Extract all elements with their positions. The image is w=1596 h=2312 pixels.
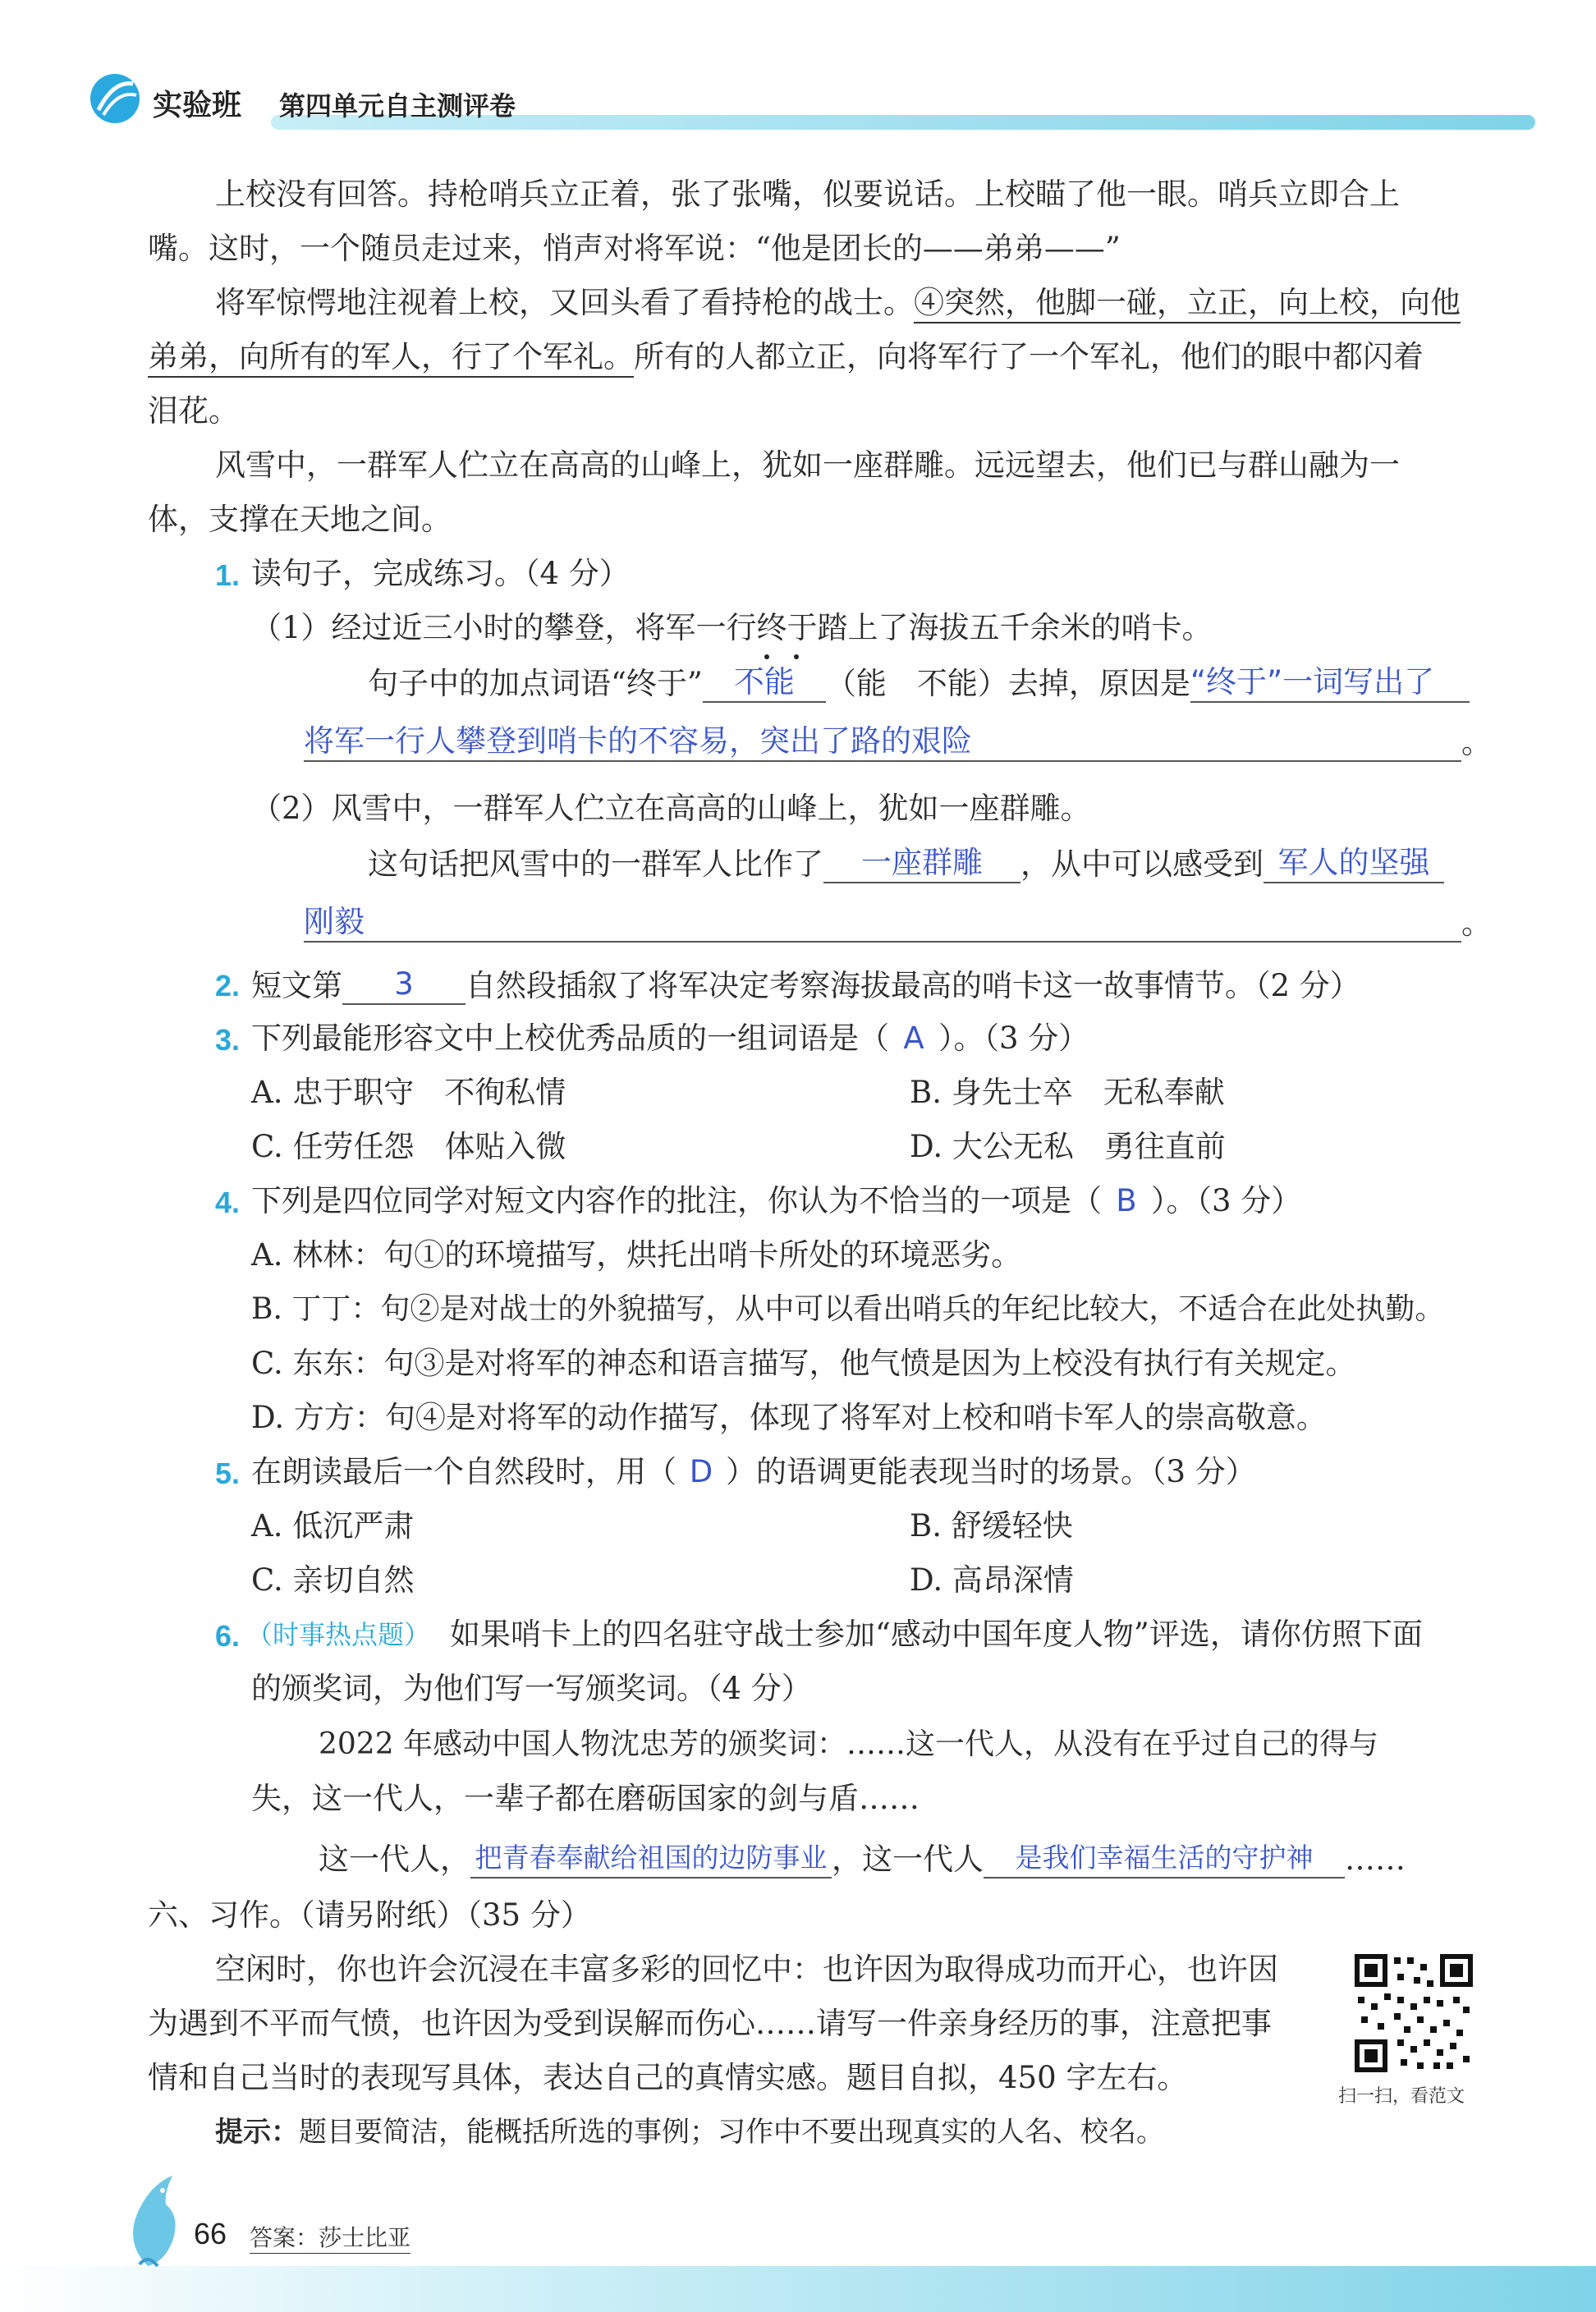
- q5-option-a: A. 低沉严肃: [251, 1508, 415, 1544]
- q3-option-d: D. 大公无私 勇往直前: [910, 1129, 1226, 1164]
- q1-sub2-line2: 刚毅 。: [304, 904, 1492, 941]
- q5-number: 5.: [215, 1456, 241, 1490]
- composition-line1: 空闲时，你也许会沉浸在丰富多彩的回忆中：也许因为取得成功而开心，也许因: [215, 1952, 1278, 1987]
- q6-tag: （时事热点题）: [246, 1619, 431, 1650]
- q1-answer-3[interactable]: 将军一行人攀登到哨卡的不容易，突出了路的艰险: [304, 722, 1461, 762]
- passage-p3-line1: 风雪中，一群军人伫立在高高的山峰上，犹如一座群雕。远远望去，他们已与群山融为一: [215, 447, 1400, 483]
- q3-option-a: A. 忠于职守 不徇私情: [251, 1075, 566, 1110]
- q1-sentence-1: （1）经过近三小时的攀登，将军一行终于踏上了海拔五千余米的哨卡。: [251, 610, 1213, 645]
- q4-answer[interactable]: B: [1116, 1183, 1137, 1218]
- footer-band: [0, 2266, 1596, 2312]
- q1-stem: 读句子，完成练习。（4 分）: [251, 556, 630, 591]
- header-logo: [89, 72, 141, 125]
- composition-line2: 为遇到不平而气愤，也许因为受到误解而伤心……请写一件亲身经历的事，注意把事: [148, 2006, 1272, 2041]
- q5-option-b: B. 舒缓轻快: [910, 1508, 1073, 1544]
- q3-number: 3.: [215, 1023, 241, 1057]
- q4-number: 4.: [215, 1186, 241, 1219]
- qr-caption: 扫一扫，看范文: [1338, 2086, 1465, 2107]
- q6-line3: 2022 年感动中国人物沈忠芳的颁奖词：……这一代人，从没有在乎过自己的得与: [319, 1727, 1379, 1761]
- q1-sentence-2: （2）风雪中，一群军人伫立在高高的山峰上，犹如一座群雕。: [251, 791, 1091, 826]
- emphasis-dots: [757, 649, 806, 657]
- q6-answer-1[interactable]: 把青春奉献给祖国的边防事业: [470, 1839, 832, 1878]
- q6-number: 6.: [215, 1619, 241, 1653]
- q6-line2: 的颁奖词，为他们写一写颁奖词。（4 分）: [251, 1671, 812, 1706]
- q1-sub1-line2: 将军一行人攀登到哨卡的不容易，突出了路的艰险 。: [304, 723, 1492, 760]
- q5-option-c: C. 亲切自然: [251, 1562, 415, 1598]
- q1-number: 1.: [215, 558, 241, 592]
- q6-line4: 失，这一代人，一辈子都在磨砺国家的剑与盾……: [251, 1781, 920, 1816]
- underlined-sentence-4: ④突然，他脚一碰，立正，向上校，向他: [914, 285, 1461, 323]
- passage-p1-line2: 嘴。这时，一个随员走过来，悄声对将军说：“他是团长的——弟弟——”: [148, 231, 1121, 266]
- q6-line1: 如果哨卡上的四名驻守战士参加“感动中国年度人物”评选，请你仿照下面: [450, 1617, 1423, 1652]
- q3-option-b: B. 身先士卒 无私奉献: [910, 1075, 1225, 1110]
- passage-p1-line1: 上校没有回答。持枪哨兵立正着，张了张嘴，似要说话。上校瞄了他一眼。哨兵立即合上: [215, 177, 1400, 212]
- passage-p2-line2: 弟弟，向所有的军人，行了个军礼。所有的人都立正，向将军行了一个军礼，他们的眼中都闪着: [148, 338, 1424, 376]
- dolphin-icon: [115, 2168, 189, 2274]
- passage-p2-line1: 将军惊愕地注视着上校，又回头看了看持枪的战士。④突然，他脚一碰，立正，向上校，向他: [215, 284, 1461, 322]
- q5-answer[interactable]: D: [689, 1454, 713, 1489]
- q6-fill-line: 这一代人， 把青春奉献给祖国的边防事业 ，这一代人 是我们幸福生活的守护神 ……: [319, 1839, 1406, 1878]
- q5-text: 在朗读最后一个自然段时，用（ D ）的语调更能表现当时的场景。（3 分）: [251, 1454, 1256, 1489]
- composition-tip: 提示：题目要简洁，能概括所选的事例；习作中不要出现真实的人名、校名。: [215, 2116, 1164, 2149]
- q2-number: 2.: [215, 969, 241, 1002]
- q4-option-c: C. 东东：句③是对将军的神态和语言描写，他气愤是因为上校没有执行有关规定。: [251, 1346, 1356, 1381]
- q5-option-d: D. 高昂深情: [910, 1562, 1074, 1598]
- q1-answer-1[interactable]: 不能: [703, 663, 826, 703]
- q3-option-c: C. 任劳任怨 体贴入微: [251, 1129, 566, 1164]
- q1-sub2-question: 这句话把风雪中的一群军人比作了 一座群雕 ，从中可以感受到 军人的坚强: [368, 844, 1444, 883]
- q2-answer[interactable]: 3: [342, 966, 466, 1005]
- passage-p2-line3: 泪花。: [148, 393, 239, 429]
- q1-sub1-question: 句子中的加点词语“终于” 不能 （能 不能）去掉，原因是“终于”一词写出了: [368, 663, 1470, 703]
- q1-answer-2[interactable]: “终于”一词写出了: [1190, 663, 1470, 703]
- q6-answer-2[interactable]: 是我们幸福生活的守护神: [984, 1839, 1345, 1878]
- header-series: 实验班: [153, 88, 242, 122]
- q3-answer[interactable]: A: [903, 1021, 924, 1056]
- q4-option-a: A. 林林：句①的环境描写，烘托出哨卡所处的环境恶劣。: [251, 1237, 1022, 1273]
- q1-answer-4[interactable]: 一座群雕: [823, 844, 1020, 883]
- page-number: 66: [194, 2217, 227, 2250]
- header-title: 第四单元自主测评卷: [279, 91, 516, 121]
- underlined-sentence-4-cont: 弟弟，向所有的军人，行了个军礼。: [148, 339, 634, 378]
- qr-code[interactable]: [1355, 1954, 1473, 2072]
- q1-answer-6[interactable]: 刚毅: [304, 903, 1461, 943]
- q3-text: 下列最能形容文中上校优秀品质的一组词语是（ A ）。（3 分）: [251, 1021, 1089, 1056]
- q4-option-b: B. 丁丁：句②是对战士的外貌描写，从中可以看出哨兵的年纪比较大，不适合在此处执勤。: [251, 1292, 1445, 1326]
- q1-answer-5[interactable]: 军人的坚强: [1264, 844, 1444, 883]
- q4-text: 下列是四位同学对短文内容作的批注，你认为不恰当的一项是（ B ）。（3 分）: [251, 1183, 1302, 1218]
- composition-line3: 情和自己当时的表现写具体，表达自己的真情实感。题目自拟，450 字左右。: [148, 2060, 1188, 2095]
- composition-title: 六、习作。（请另附纸）（35 分）: [148, 1897, 591, 1933]
- footer-answer: 答案：莎士比亚: [250, 2220, 410, 2254]
- q2-text: 短文第 3 自然段插叙了将军决定考察海拔最高的哨卡这一故事情节。（2 分）: [251, 966, 1360, 1003]
- passage-p3-line2: 体，支撑在天地之间。: [148, 502, 452, 537]
- q4-option-d: D. 方方：句④是对将军的动作描写，体现了将军对上校和哨卡军人的崇高敬意。: [251, 1400, 1327, 1435]
